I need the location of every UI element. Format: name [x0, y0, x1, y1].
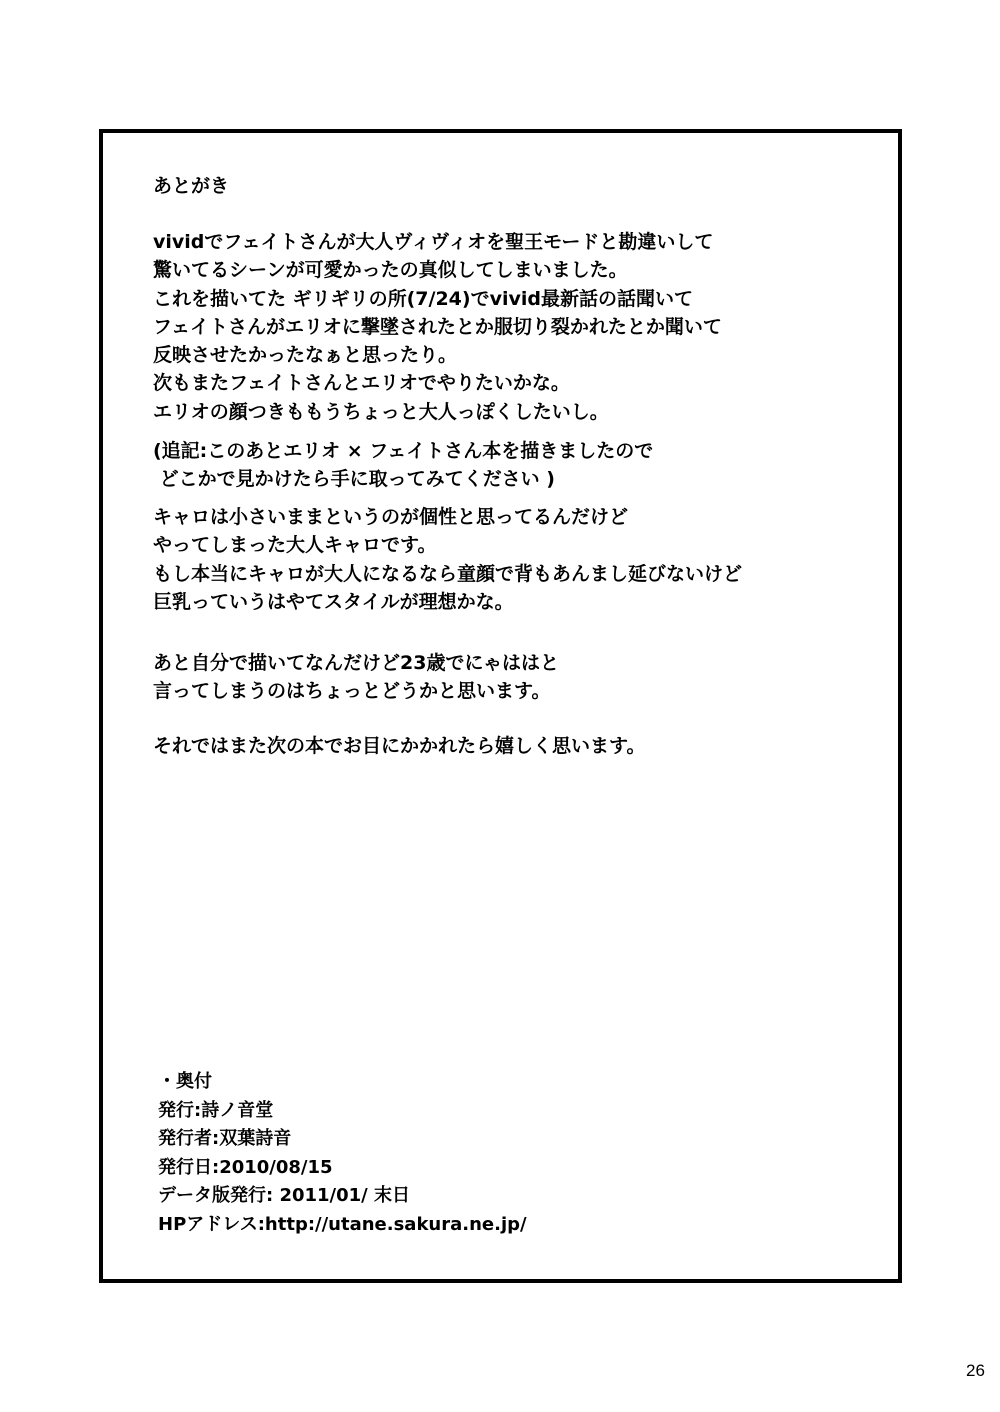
text-line: (追記:このあとエリオ × フェイトさん本を描きましたので	[153, 440, 654, 462]
afterword-paragraph-3	[153, 503, 742, 616]
text-line: 次もまたフェイトさんとエリオでやりたいかな。	[153, 372, 570, 395]
afterword-paragraph-4	[153, 649, 559, 706]
text-line: フェイトさんがエリオに撃墜されたとか服切り裂かれたとか聞いて	[153, 315, 722, 338]
text-line: これを描いてた ギリギリの所(7/24)でvivid最新話の話聞いて	[153, 287, 693, 310]
text-line: 言ってしまうのはちょっとどうかと思います。	[153, 680, 551, 703]
colophon	[158, 1068, 527, 1239]
colophon-author: 発行者:双葉詩音	[158, 1128, 292, 1149]
colophon-issue-date: 発行日:2010/08/15	[158, 1156, 333, 1178]
text-line: あと自分で描いてなんだけど23歳でにゃははと	[153, 652, 560, 674]
colophon-data-edition: データ版発行: 2011/01/ 末日	[158, 1185, 411, 1206]
text-line: それではまた次の本でお目にかかれたら嬉しく思います。	[153, 735, 646, 757]
colophon-title: ・奥付	[158, 1071, 212, 1092]
afterword-paragraph-1	[153, 228, 722, 426]
text-line: 反映させたかったなぁと思ったり。	[153, 344, 458, 367]
afterword-paragraph-5	[153, 732, 645, 760]
text-line: やってしまった大人キャロです。	[153, 534, 437, 557]
text-line: もし本当にキャロが大人になるなら童顔で背もあんまし延びないけど	[153, 562, 743, 585]
page-number: 26	[966, 1361, 985, 1380]
text-line: vividでフェイトさんが大人ヴィヴィオを聖王モードと勘違いして	[153, 231, 714, 253]
text-line: 巨乳っていうはやてスタイルが理想かな。	[153, 590, 514, 613]
colophon-homepage: HPアドレス:http://utane.sakura.ne.jp/	[158, 1213, 527, 1235]
afterword-paragraph-2	[153, 437, 653, 494]
text-line: エリオの顔つきももうちょっと大人っぽくしたいし。	[153, 400, 609, 423]
text-line: 驚いてるシーンが可愛かったの真似してしまいました。	[153, 259, 628, 282]
colophon-publisher: 発行:詩ノ音堂	[158, 1099, 274, 1121]
text-line: キャロは小さいままというのが個性と思ってるんだけど	[153, 506, 629, 528]
text-line: どこかで見かけたら手に取ってみてください )	[153, 468, 555, 491]
afterword-heading: あとがき	[153, 175, 230, 197]
